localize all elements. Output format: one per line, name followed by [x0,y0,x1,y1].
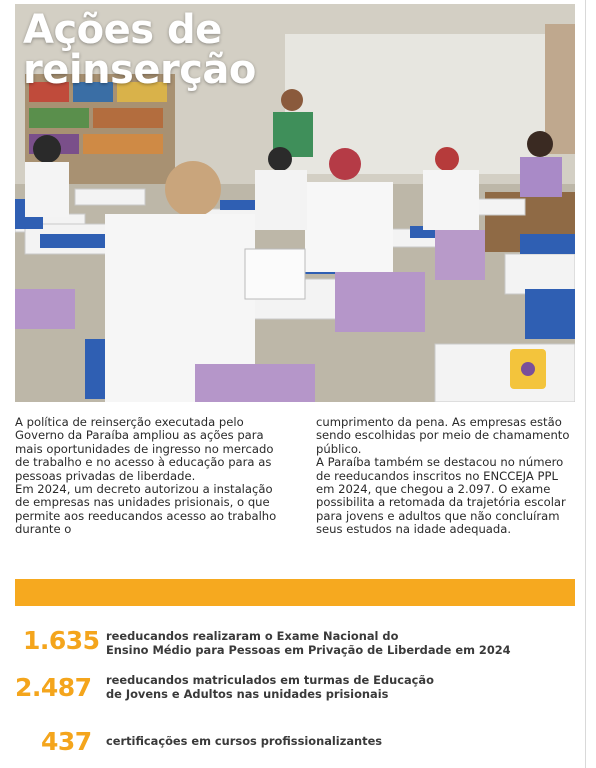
stat-label-line: certificações em cursos profissionalizantes [106,734,383,748]
stat-item [15,673,575,713]
stat-number: 1.635 [23,626,100,655]
stat-label [106,629,511,657]
article-column-right [316,416,578,537]
paragraph: A política de reinserção executada pelo Governo da Paraíba ampliou as ações para mais oportunidades de ingresso no mercado de trabalho e no acesso à educação para as pessoas privadas de liberdade. [15,415,274,483]
page-edge [585,0,586,768]
page-title [23,7,313,93]
accent-band [15,579,575,606]
article-column-left [15,416,290,537]
stat-label-line: de Jovens e Adultos nas unidades prisionais [106,687,389,701]
title-line-2: reinserção [23,47,256,93]
stat-label [106,673,434,701]
stat-number: 2.487 [15,673,92,702]
stat-item [15,727,575,767]
paragraph: Em 2024, um decreto autorizou a instalação de empresas nas unidades prisionais, o que permite aos reeducandos acesso ao trabalho durante o [15,482,277,537]
stat-number: 437 [41,727,92,756]
paragraph: A Paraíba também se destacou no número de reeducandos inscritos no ENCCEJA PPL em 2024, que chegou a 2.097. O exame possibilita a retomada da trajetória escolar para jovens e adultos que não concluíram seus estudos na idade adequada. [316,455,566,537]
paragraph: cumprimento da pena. As empresas estão sendo escolhidas por meio de chamamento público. [316,415,570,456]
title-line-1: Ações de [23,7,222,53]
hero-photo [15,4,575,402]
stat-item [15,626,575,666]
stat-label-line: reeducandos realizaram o Exame Nacional do [106,629,399,643]
stat-label-line: Ensino Médio para Pessoas em Privação de Liberdade em 2024 [106,643,511,657]
stat-label [106,734,382,748]
stat-label-line: reeducandos matriculados em turmas de Educação [106,673,434,687]
